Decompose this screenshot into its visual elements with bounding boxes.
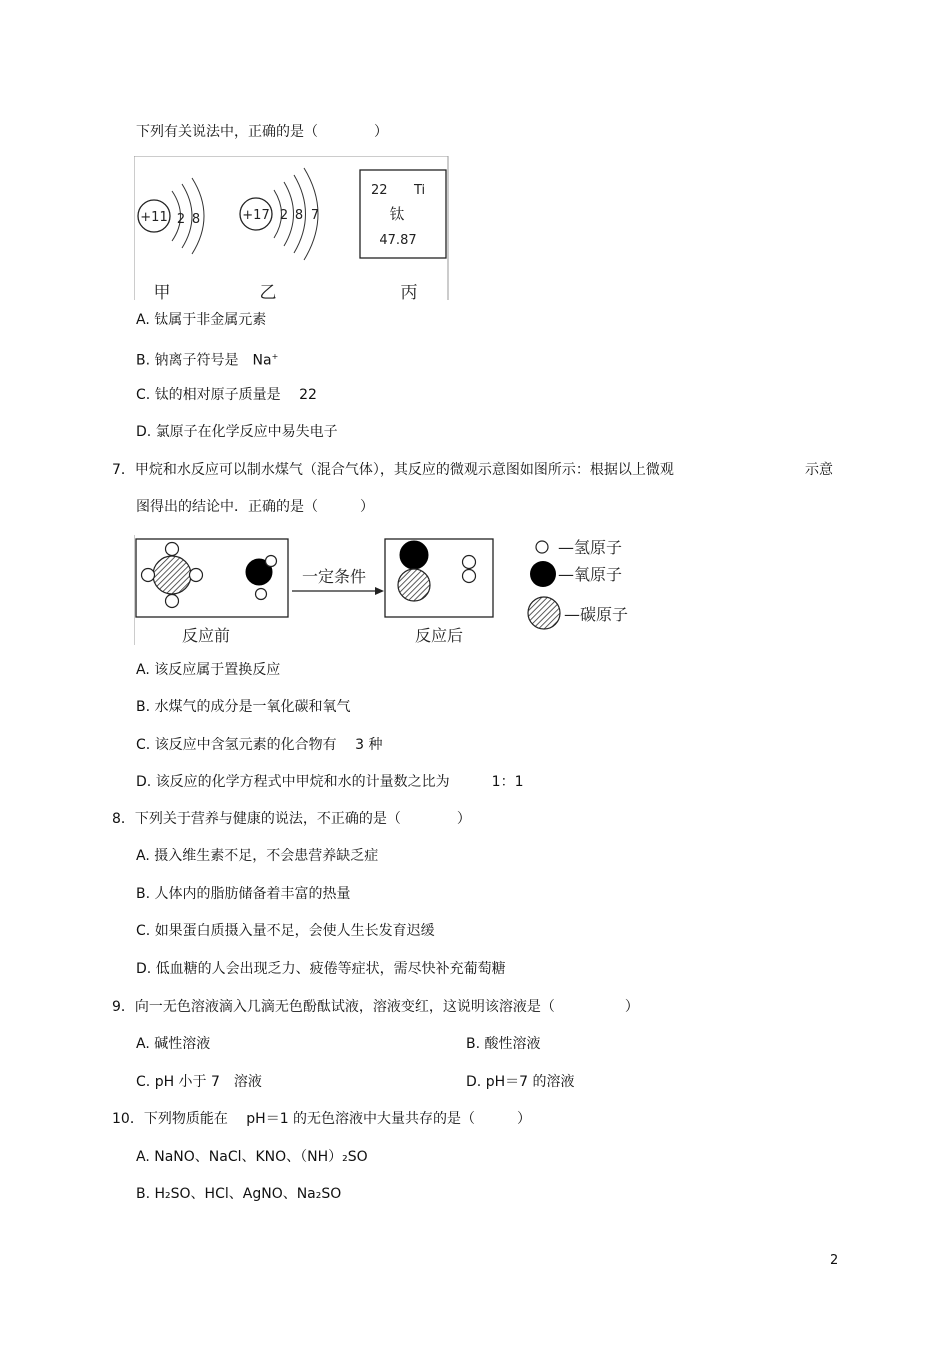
carbon-monoxide-molecule: [398, 541, 430, 601]
q10-option-a: A. NaNO、NaCl、KNO、（NH）₂SO: [136, 1149, 368, 1165]
legend-hydrogen-label: —氢原子: [558, 538, 623, 557]
atom-structure-figure: [134, 156, 450, 300]
legend-carbon-label: —碳原子: [564, 605, 629, 624]
legend: [528, 538, 628, 629]
q8-option-d: D. 低血糖的人会出现乏力、疲倦等症状，需尽快补充葡萄糖: [136, 961, 506, 977]
yi-shell-3: 7: [310, 208, 320, 223]
q6-option-b: B. 钠离子符号是 Na+: [136, 352, 279, 369]
q6-option-c: C. 钛的相对原子质量是 22: [136, 387, 317, 403]
q8-stem: 8．下列关于营养与健康的说法，不正确的是（ ）: [112, 811, 471, 827]
q6-option-d: D. 氯原子在化学反应中易失电子: [136, 424, 338, 440]
before-label: 反应前: [181, 626, 231, 645]
q9-option-d: D. pH＝7 的溶液: [466, 1074, 575, 1090]
chlorine-atom-diagram: [240, 168, 319, 260]
sodium-atom-diagram: [138, 178, 204, 254]
q7-option-a: A. 该反应属于置换反应: [136, 662, 281, 678]
q8-option-c: C. 如果蛋白质摄入量不足，会使人生长发育迟缓: [136, 923, 435, 939]
legend-oxygen-icon: [530, 561, 556, 587]
q6-stem: 下列有关说法中，正确的是（ ）: [136, 124, 388, 140]
q8-option-a: A. 摄入维生素不足，不会患营养缺乏症: [136, 848, 379, 864]
q6-figure: [134, 156, 450, 300]
jia-caption: 甲: [153, 283, 171, 300]
water-molecule: [246, 556, 277, 600]
q7-figure: [134, 535, 640, 645]
q7-stem-line2: 图得出的结论中．正确的是（ ）: [136, 499, 374, 515]
jia-shell-1: 2: [176, 212, 186, 227]
arrow-label: 一定条件: [301, 567, 367, 586]
q9-stem: 9．向一无色溶液滴入几滴无色酚酞试液，溶液变红，这说明该溶液是（ ）: [112, 999, 639, 1015]
q7-option-b: B. 水煤气的成分是一氧化碳和氧气: [136, 699, 351, 715]
page-number: 2: [830, 1253, 839, 1268]
legend-hydrogen-icon: [536, 541, 548, 553]
methane-molecule: [142, 543, 203, 608]
q10-stem: 10．下列物质能在 pH＝1 的无色溶液中大量共存的是（ ）: [112, 1111, 532, 1127]
q9-option-a: A. 碱性溶液: [136, 1036, 211, 1052]
legend-carbon-icon: [528, 597, 560, 629]
jia-nucleus: +11: [140, 210, 168, 225]
hydrogen-molecule: [463, 556, 476, 583]
bing-caption: 丙: [400, 283, 418, 300]
jia-shell-2: 8: [191, 212, 201, 227]
legend-oxygen-label: —氧原子: [558, 565, 623, 584]
q8-option-b: B. 人体内的脂肪储备着丰富的热量: [136, 886, 351, 902]
yi-nucleus: +17: [242, 208, 270, 223]
bing-symbol: Ti: [414, 183, 426, 198]
titanium-element-card: [360, 170, 446, 258]
q7-option-c: C. 该反应中含氢元素的化合物有 3 种: [136, 737, 383, 753]
yi-shell-2: 8: [294, 208, 304, 223]
q7-stem-line1: 7．甲烷和水反应可以制水煤气（混合气体），其反应的微观示意图如图所示：根据以上微观: [112, 462, 674, 478]
q7-option-d: D. 该反应的化学方程式中甲烷和水的计量数之比为 1：1: [136, 774, 524, 790]
arrow-right-icon: [375, 587, 384, 595]
yi-shell-1: 2: [279, 208, 289, 223]
q9-option-b: B. 酸性溶液: [466, 1036, 541, 1052]
q6-option-a: A. 钛属于非金属元素: [136, 312, 267, 328]
q9-option-c: C. pH 小于 7 溶液: [136, 1074, 262, 1090]
bing-number: 22: [371, 183, 388, 198]
after-label: 反应后: [414, 626, 464, 645]
q7-stem-tail: 示意: [805, 462, 833, 478]
reaction-diagram: [134, 535, 640, 645]
yi-caption: 乙: [259, 283, 277, 300]
q10-option-b: B. H₂SO、HCl、AgNO、Na₂SO: [136, 1186, 342, 1202]
bing-name: 钛: [389, 205, 405, 223]
bing-mass: 47.87: [379, 233, 417, 248]
